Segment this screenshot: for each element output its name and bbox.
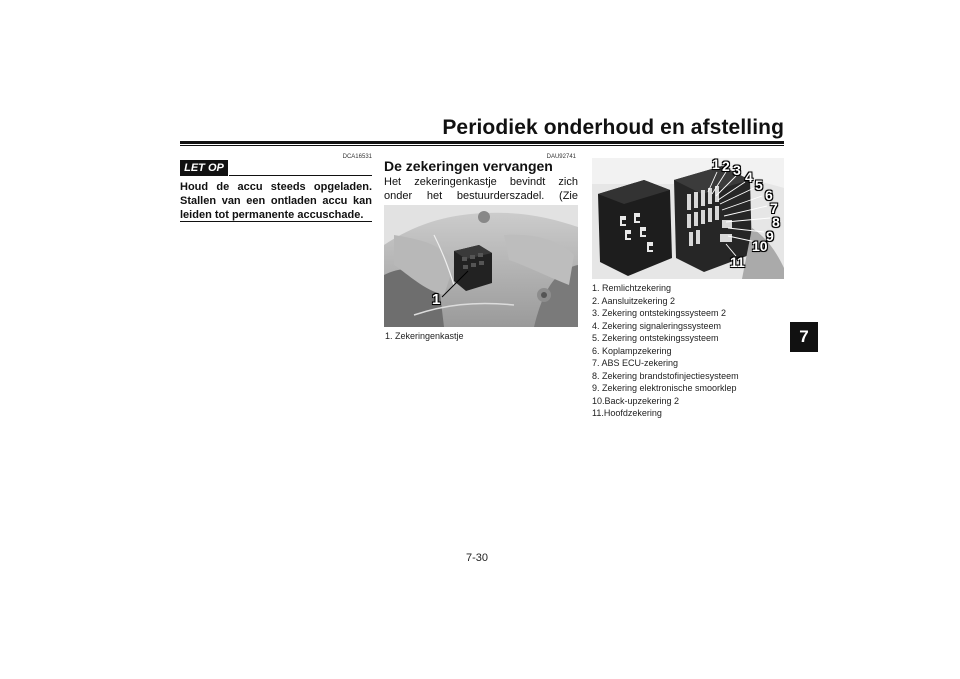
- callout-10: 10: [752, 238, 768, 254]
- callout-2: 2: [722, 158, 730, 174]
- header-rule-thin: [180, 145, 784, 146]
- legend-item: 3. Zekering ontstekingssysteem 2: [592, 308, 727, 318]
- legend-item: 4. Zekering signaleringssysteem: [592, 320, 722, 331]
- header-rule: [180, 141, 784, 144]
- page-number: 7-30: [466, 552, 489, 564]
- notice-badge: LET OP: [180, 160, 228, 176]
- callout-9: 9: [766, 228, 774, 244]
- fuse-box-open-photo: [592, 158, 784, 279]
- callout-11: 11: [730, 254, 745, 270]
- section-body: Het zekeringenkastje bevindt zich onder het bestuurderszadel. (Zie: [384, 176, 578, 202]
- section-code: DAU92741: [546, 154, 576, 160]
- notice-code: DCA16531: [342, 154, 372, 160]
- legend-item: 9. Zekering elektronische smoorklep: [592, 383, 737, 393]
- fuse-box-location-illustration: [384, 205, 578, 327]
- legend-item: 10.Back-upzekering 2: [592, 395, 680, 406]
- page-header-title: Periodiek onderhoud en afstelling: [442, 116, 784, 139]
- callout-6: 6: [765, 187, 773, 203]
- callout-8: 8: [772, 214, 780, 230]
- chapter-tab: 7: [790, 322, 818, 352]
- section-heading: De zekeringen vervangen: [384, 158, 553, 174]
- callout-fuse-box: 1: [432, 291, 441, 308]
- legend-item: 6. Koplampzekering: [592, 345, 672, 356]
- fuse-legend-list: [592, 282, 784, 420]
- legend-item: 1. Remlichtzekering: [592, 283, 672, 293]
- callout-7: 7: [770, 200, 778, 216]
- notice-rule: [229, 175, 372, 176]
- notice-text: Houd de accu steeds opgeladen. Stallen van een ontladen accu kan leiden tot permanente accuschade.: [180, 181, 372, 221]
- callout-3: 3: [733, 162, 741, 178]
- notice-bottom-rule: [180, 221, 372, 222]
- legend-item: 8. Zekering brandstofinjectiesysteem: [592, 370, 739, 381]
- legend-item: 5. Zekering ontstekingssysteem: [592, 333, 719, 343]
- legend-item: 11.Hoofdzekering: [592, 408, 662, 418]
- figure-left-caption: 1. Zekeringenkastje: [385, 331, 464, 341]
- callout-5: 5: [755, 177, 763, 193]
- callout-1: 1: [712, 158, 720, 172]
- callout-4: 4: [745, 169, 753, 185]
- fuse-box-location-photo: [384, 205, 578, 327]
- legend-item: 7. ABS ECU-zekering: [592, 358, 679, 368]
- legend-item: 2. Aansluitzekering 2: [592, 295, 676, 306]
